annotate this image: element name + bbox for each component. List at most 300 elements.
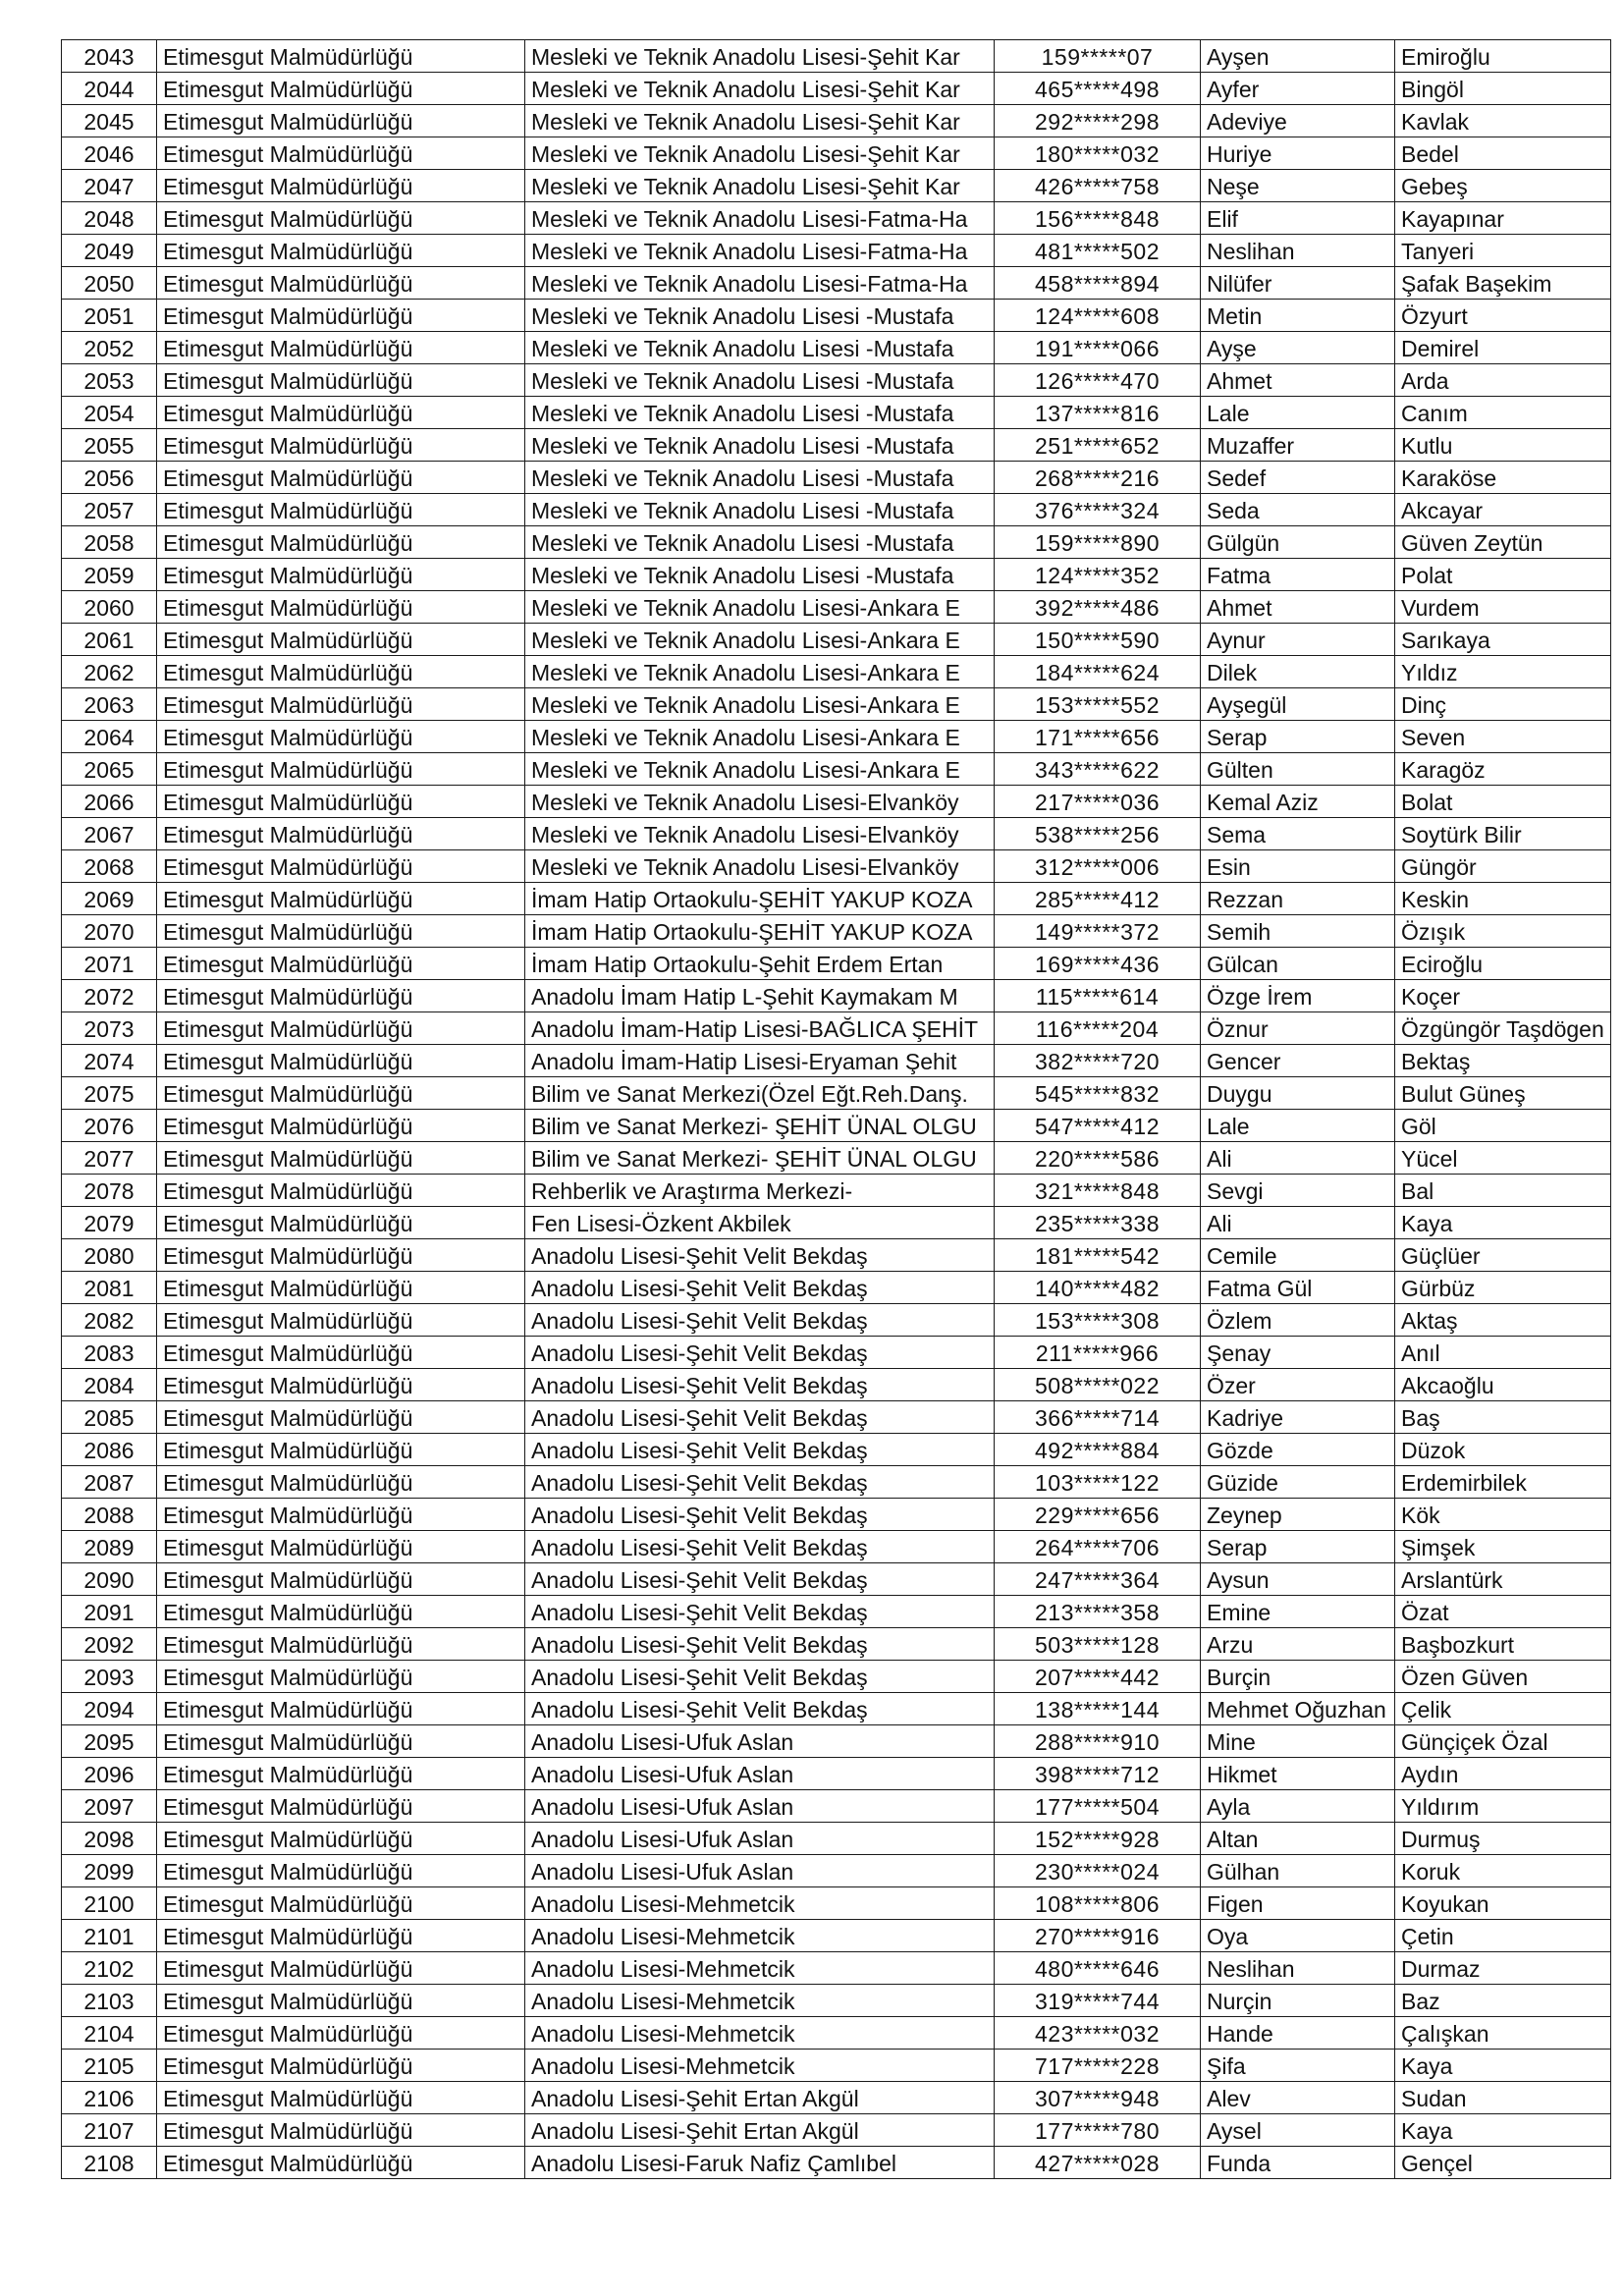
office-name: Etimesgut Malmüdürlüğü	[157, 429, 525, 462]
row-number: 2090	[62, 1563, 157, 1596]
school-name: Anadolu Lisesi-Şehit Velit Bekdaş	[525, 1304, 995, 1337]
table-row	[62, 526, 1611, 559]
office-name: Etimesgut Malmüdürlüğü	[157, 1110, 525, 1142]
masked-id-number: 180*****032	[995, 137, 1201, 170]
masked-id-number: 220*****586	[995, 1142, 1201, 1175]
first-name: Funda	[1201, 2147, 1395, 2179]
table-row	[62, 1790, 1611, 1823]
row-number: 2098	[62, 1823, 157, 1855]
first-name: Özlem	[1201, 1304, 1395, 1337]
first-name: Aysel	[1201, 2114, 1395, 2147]
first-name: Muzaffer	[1201, 429, 1395, 462]
school-name: Mesleki ve Teknik Anadolu Lisesi-Ankara E	[525, 624, 995, 656]
row-number: 2095	[62, 1725, 157, 1758]
last-name: Anıl	[1395, 1337, 1611, 1369]
masked-id-number: 169*****436	[995, 948, 1201, 980]
row-number: 2106	[62, 2082, 157, 2114]
last-name: Dinç	[1395, 688, 1611, 721]
school-name: Mesleki ve Teknik Anadolu Lisesi-Fatma-Ha	[525, 235, 995, 267]
school-name: Anadolu Lisesi-Mehmetcik	[525, 1920, 995, 1952]
first-name: Güzide	[1201, 1466, 1395, 1499]
table-row	[62, 753, 1611, 786]
masked-id-number: 191*****066	[995, 332, 1201, 364]
school-name: Rehberlik ve Araştırma Merkezi-	[525, 1175, 995, 1207]
school-name: Mesleki ve Teknik Anadolu Lisesi -Mustafa	[525, 300, 995, 332]
masked-id-number: 213*****358	[995, 1596, 1201, 1628]
last-name: Çalışkan	[1395, 2017, 1611, 2050]
row-number: 2046	[62, 137, 157, 170]
first-name: Aynur	[1201, 624, 1395, 656]
table-row	[62, 818, 1611, 850]
masked-id-number: 481*****502	[995, 235, 1201, 267]
first-name: Nilüfer	[1201, 267, 1395, 300]
first-name: Nurçin	[1201, 1985, 1395, 2017]
office-name: Etimesgut Malmüdürlüğü	[157, 235, 525, 267]
first-name: Serap	[1201, 721, 1395, 753]
table-row	[62, 591, 1611, 624]
last-name: Bektaş	[1395, 1045, 1611, 1077]
last-name: Baz	[1395, 1985, 1611, 2017]
row-number: 2086	[62, 1434, 157, 1466]
row-number: 2080	[62, 1239, 157, 1272]
table-row	[62, 1304, 1611, 1337]
table-row	[62, 1952, 1611, 1985]
first-name: Rezzan	[1201, 883, 1395, 915]
masked-id-number: 229*****656	[995, 1499, 1201, 1531]
office-name: Etimesgut Malmüdürlüğü	[157, 1207, 525, 1239]
masked-id-number: 465*****498	[995, 73, 1201, 105]
table-row	[62, 494, 1611, 526]
school-name: Mesleki ve Teknik Anadolu Lisesi -Mustafa	[525, 526, 995, 559]
masked-id-number: 150*****590	[995, 624, 1201, 656]
office-name: Etimesgut Malmüdürlüğü	[157, 624, 525, 656]
masked-id-number: 503*****128	[995, 1628, 1201, 1661]
school-name: Bilim ve Sanat Merkezi- ŞEHİT ÜNAL OLGU	[525, 1110, 995, 1142]
table-row	[62, 235, 1611, 267]
office-name: Etimesgut Malmüdürlüğü	[157, 40, 525, 73]
row-number: 2069	[62, 883, 157, 915]
last-name: Bal	[1395, 1175, 1611, 1207]
row-number: 2056	[62, 462, 157, 494]
office-name: Etimesgut Malmüdürlüğü	[157, 1790, 525, 1823]
first-name: Oya	[1201, 1920, 1395, 1952]
last-name: Şafak Başekim	[1395, 267, 1611, 300]
row-number: 2063	[62, 688, 157, 721]
office-name: Etimesgut Malmüdürlüğü	[157, 1142, 525, 1175]
last-name: Akcaoğlu	[1395, 1369, 1611, 1401]
table-row	[62, 2050, 1611, 2082]
school-name: Anadolu Lisesi-Mehmetcik	[525, 2017, 995, 2050]
row-number: 2060	[62, 591, 157, 624]
last-name: Başbozkurt	[1395, 1628, 1611, 1661]
table-row	[62, 850, 1611, 883]
table-row	[62, 2147, 1611, 2179]
office-name: Etimesgut Malmüdürlüğü	[157, 170, 525, 202]
office-name: Etimesgut Malmüdürlüğü	[157, 656, 525, 688]
last-name: Bedel	[1395, 137, 1611, 170]
office-name: Etimesgut Malmüdürlüğü	[157, 462, 525, 494]
school-name: Anadolu Lisesi-Ufuk Aslan	[525, 1725, 995, 1758]
office-name: Etimesgut Malmüdürlüğü	[157, 1887, 525, 1920]
last-name: Düzok	[1395, 1434, 1611, 1466]
office-name: Etimesgut Malmüdürlüğü	[157, 2147, 525, 2179]
last-name: Koruk	[1395, 1855, 1611, 1887]
office-name: Etimesgut Malmüdürlüğü	[157, 1823, 525, 1855]
table-row	[62, 332, 1611, 364]
masked-id-number: 426*****758	[995, 170, 1201, 202]
last-name: Karaköse	[1395, 462, 1611, 494]
masked-id-number: 398*****712	[995, 1758, 1201, 1790]
masked-id-number: 247*****364	[995, 1563, 1201, 1596]
school-name: Anadolu Lisesi-Şehit Velit Bekdaş	[525, 1628, 995, 1661]
office-name: Etimesgut Malmüdürlüğü	[157, 1045, 525, 1077]
last-name: Çelik	[1395, 1693, 1611, 1725]
first-name: Alev	[1201, 2082, 1395, 2114]
school-name: Mesleki ve Teknik Anadolu Lisesi-Ankara E	[525, 721, 995, 753]
first-name: Özer	[1201, 1369, 1395, 1401]
last-name: Durmuş	[1395, 1823, 1611, 1855]
office-name: Etimesgut Malmüdürlüğü	[157, 1952, 525, 1985]
table-row	[62, 137, 1611, 170]
row-number: 2102	[62, 1952, 157, 1985]
office-name: Etimesgut Malmüdürlüğü	[157, 915, 525, 948]
first-name: Serap	[1201, 1531, 1395, 1563]
row-number: 2071	[62, 948, 157, 980]
first-name: Zeynep	[1201, 1499, 1395, 1531]
school-name: Anadolu Lisesi-Şehit Velit Bekdaş	[525, 1596, 995, 1628]
school-name: Mesleki ve Teknik Anadolu Lisesi -Mustafa	[525, 559, 995, 591]
first-name: Gülten	[1201, 753, 1395, 786]
table-row	[62, 786, 1611, 818]
last-name: Polat	[1395, 559, 1611, 591]
first-name: Gözde	[1201, 1434, 1395, 1466]
office-name: Etimesgut Malmüdürlüğü	[157, 105, 525, 137]
row-number: 2047	[62, 170, 157, 202]
last-name: Demirel	[1395, 332, 1611, 364]
table-row	[62, 1531, 1611, 1563]
office-name: Etimesgut Malmüdürlüğü	[157, 526, 525, 559]
table-row	[62, 1012, 1611, 1045]
school-name: Anadolu Lisesi-Şehit Velit Bekdaş	[525, 1499, 995, 1531]
row-number: 2044	[62, 73, 157, 105]
table-row	[62, 170, 1611, 202]
masked-id-number: 181*****542	[995, 1239, 1201, 1272]
office-name: Etimesgut Malmüdürlüğü	[157, 1758, 525, 1790]
row-number: 2050	[62, 267, 157, 300]
office-name: Etimesgut Malmüdürlüğü	[157, 850, 525, 883]
school-name: Anadolu İmam-Hatip Lisesi-Eryaman Şehit	[525, 1045, 995, 1077]
first-name: Neslihan	[1201, 1952, 1395, 1985]
masked-id-number: 124*****608	[995, 300, 1201, 332]
school-name: İmam Hatip Ortaokulu-Şehit Erdem Ertan	[525, 948, 995, 980]
last-name: Keskin	[1395, 883, 1611, 915]
last-name: Özgüngör Taşdögen	[1395, 1012, 1611, 1045]
row-number: 2087	[62, 1466, 157, 1499]
school-name: Mesleki ve Teknik Anadolu Lisesi-Elvanköy	[525, 786, 995, 818]
first-name: Duygu	[1201, 1077, 1395, 1110]
row-number: 2064	[62, 721, 157, 753]
office-name: Etimesgut Malmüdürlüğü	[157, 267, 525, 300]
last-name: Aktaş	[1395, 1304, 1611, 1337]
last-name: Koçer	[1395, 980, 1611, 1012]
school-name: Anadolu Lisesi-Şehit Velit Bekdaş	[525, 1563, 995, 1596]
table-row	[62, 1369, 1611, 1401]
row-number: 2104	[62, 2017, 157, 2050]
table-row	[62, 1693, 1611, 1725]
first-name: Gülcan	[1201, 948, 1395, 980]
last-name: Özyurt	[1395, 300, 1611, 332]
first-name: Neşe	[1201, 170, 1395, 202]
first-name: Cemile	[1201, 1239, 1395, 1272]
first-name: Huriye	[1201, 137, 1395, 170]
office-name: Etimesgut Malmüdürlüğü	[157, 1596, 525, 1628]
masked-id-number: 103*****122	[995, 1466, 1201, 1499]
row-number: 2107	[62, 2114, 157, 2147]
first-name: Ali	[1201, 1207, 1395, 1239]
masked-id-number: 217*****036	[995, 786, 1201, 818]
first-name: Gencer	[1201, 1045, 1395, 1077]
school-name: İmam Hatip Ortaokulu-ŞEHİT YAKUP KOZA	[525, 883, 995, 915]
school-name: Mesleki ve Teknik Anadolu Lisesi -Mustafa	[525, 494, 995, 526]
office-name: Etimesgut Malmüdürlüğü	[157, 1563, 525, 1596]
masked-id-number: 152*****928	[995, 1823, 1201, 1855]
table-row	[62, 1434, 1611, 1466]
school-name: Mesleki ve Teknik Anadolu Lisesi-Fatma-Ha	[525, 267, 995, 300]
table-row	[62, 1401, 1611, 1434]
masked-id-number: 321*****848	[995, 1175, 1201, 1207]
table-row	[62, 1725, 1611, 1758]
masked-id-number: 184*****624	[995, 656, 1201, 688]
table-row	[62, 1887, 1611, 1920]
last-name: Kavlak	[1395, 105, 1611, 137]
last-name: Erdemirbilek	[1395, 1466, 1611, 1499]
table-row	[62, 624, 1611, 656]
school-name: İmam Hatip Ortaokulu-ŞEHİT YAKUP KOZA	[525, 915, 995, 948]
first-name: Dilek	[1201, 656, 1395, 688]
row-number: 2059	[62, 559, 157, 591]
row-number: 2101	[62, 1920, 157, 1952]
masked-id-number: 480*****646	[995, 1952, 1201, 1985]
last-name: Gençel	[1395, 2147, 1611, 2179]
table-row	[62, 948, 1611, 980]
masked-id-number: 126*****470	[995, 364, 1201, 397]
office-name: Etimesgut Malmüdürlüğü	[157, 397, 525, 429]
row-number: 2096	[62, 1758, 157, 1790]
first-name: Esin	[1201, 850, 1395, 883]
row-number: 2075	[62, 1077, 157, 1110]
office-name: Etimesgut Malmüdürlüğü	[157, 1628, 525, 1661]
table-row	[62, 1466, 1611, 1499]
first-name: Gülhan	[1201, 1855, 1395, 1887]
first-name: Kadriye	[1201, 1401, 1395, 1434]
last-name: Güçlüer	[1395, 1239, 1611, 1272]
last-name: Aydın	[1395, 1758, 1611, 1790]
office-name: Etimesgut Malmüdürlüğü	[157, 202, 525, 235]
masked-id-number: 270*****916	[995, 1920, 1201, 1952]
first-name: Metin	[1201, 300, 1395, 332]
masked-id-number: 376*****324	[995, 494, 1201, 526]
first-name: Ayfer	[1201, 73, 1395, 105]
school-name: Anadolu İmam Hatip L-Şehit Kaymakam M	[525, 980, 995, 1012]
first-name: Lale	[1201, 397, 1395, 429]
office-name: Etimesgut Malmüdürlüğü	[157, 364, 525, 397]
masked-id-number: 124*****352	[995, 559, 1201, 591]
row-number: 2076	[62, 1110, 157, 1142]
office-name: Etimesgut Malmüdürlüğü	[157, 883, 525, 915]
masked-id-number: 538*****256	[995, 818, 1201, 850]
office-name: Etimesgut Malmüdürlüğü	[157, 2017, 525, 2050]
school-name: Mesleki ve Teknik Anadolu Lisesi-Fatma-Ha	[525, 202, 995, 235]
masked-id-number: 171*****656	[995, 721, 1201, 753]
first-name: Ahmet	[1201, 364, 1395, 397]
first-name: Elif	[1201, 202, 1395, 235]
office-name: Etimesgut Malmüdürlüğü	[157, 73, 525, 105]
last-name: Kaya	[1395, 2114, 1611, 2147]
masked-id-number: 159*****07	[995, 40, 1201, 73]
first-name: Şifa	[1201, 2050, 1395, 2082]
table-row	[62, 1337, 1611, 1369]
masked-id-number: 392*****486	[995, 591, 1201, 624]
masked-id-number: 153*****308	[995, 1304, 1201, 1337]
table-row	[62, 73, 1611, 105]
table-row	[62, 1661, 1611, 1693]
first-name: Fatma	[1201, 559, 1395, 591]
table-row	[62, 1563, 1611, 1596]
school-name: Mesleki ve Teknik Anadolu Lisesi-Şehit Kar	[525, 105, 995, 137]
table-row	[62, 364, 1611, 397]
school-name: Anadolu İmam-Hatip Lisesi-BAĞLICA ŞEHİT	[525, 1012, 995, 1045]
first-name: Figen	[1201, 1887, 1395, 1920]
school-name: Anadolu Lisesi-Şehit Velit Bekdaş	[525, 1434, 995, 1466]
masked-id-number: 319*****744	[995, 1985, 1201, 2017]
table-row	[62, 656, 1611, 688]
office-name: Etimesgut Malmüdürlüğü	[157, 1466, 525, 1499]
first-name: Emine	[1201, 1596, 1395, 1628]
school-name: Mesleki ve Teknik Anadolu Lisesi-Şehit Kar	[525, 40, 995, 73]
table-row	[62, 1110, 1611, 1142]
school-name: Anadolu Lisesi-Şehit Velit Bekdaş	[525, 1337, 995, 1369]
last-name: Gürbüz	[1395, 1272, 1611, 1304]
school-name: Fen Lisesi-Özkent Akbilek	[525, 1207, 995, 1239]
first-name: Kemal Aziz	[1201, 786, 1395, 818]
row-number: 2062	[62, 656, 157, 688]
school-name: Bilim ve Sanat Merkezi(Özel Eğt.Reh.Danş.	[525, 1077, 995, 1110]
last-name: Akcayar	[1395, 494, 1611, 526]
office-name: Etimesgut Malmüdürlüğü	[157, 332, 525, 364]
table-row	[62, 300, 1611, 332]
row-number: 2045	[62, 105, 157, 137]
masked-id-number: 492*****884	[995, 1434, 1201, 1466]
row-number: 2072	[62, 980, 157, 1012]
first-name: Ayşegül	[1201, 688, 1395, 721]
last-name: Günçiçek Özal	[1395, 1725, 1611, 1758]
table-row	[62, 397, 1611, 429]
last-name: Karagöz	[1395, 753, 1611, 786]
last-name: Güven Zeytün	[1395, 526, 1611, 559]
table-row	[62, 105, 1611, 137]
row-number: 2067	[62, 818, 157, 850]
first-name: Öznur	[1201, 1012, 1395, 1045]
table-row	[62, 559, 1611, 591]
office-name: Etimesgut Malmüdürlüğü	[157, 1499, 525, 1531]
row-number: 2055	[62, 429, 157, 462]
row-number: 2089	[62, 1531, 157, 1563]
row-number: 2085	[62, 1401, 157, 1434]
row-number: 2077	[62, 1142, 157, 1175]
school-name: Anadolu Lisesi-Ufuk Aslan	[525, 1855, 995, 1887]
office-name: Etimesgut Malmüdürlüğü	[157, 1077, 525, 1110]
row-number: 2054	[62, 397, 157, 429]
row-number: 2066	[62, 786, 157, 818]
first-name: Özge İrem	[1201, 980, 1395, 1012]
first-name: Aysun	[1201, 1563, 1395, 1596]
office-name: Etimesgut Malmüdürlüğü	[157, 1272, 525, 1304]
row-number: 2084	[62, 1369, 157, 1401]
row-number: 2048	[62, 202, 157, 235]
row-number: 2078	[62, 1175, 157, 1207]
table-row	[62, 980, 1611, 1012]
table-row	[62, 1142, 1611, 1175]
row-number: 2051	[62, 300, 157, 332]
masked-id-number: 458*****894	[995, 267, 1201, 300]
last-name: Sarıkaya	[1395, 624, 1611, 656]
school-name: Anadolu Lisesi-Mehmetcik	[525, 1952, 995, 1985]
first-name: Mine	[1201, 1725, 1395, 1758]
first-name: Ayşe	[1201, 332, 1395, 364]
masked-id-number: 288*****910	[995, 1725, 1201, 1758]
masked-id-number: 149*****372	[995, 915, 1201, 948]
last-name: Tanyeri	[1395, 235, 1611, 267]
row-number: 2100	[62, 1887, 157, 1920]
masked-id-number: 108*****806	[995, 1887, 1201, 1920]
table-row	[62, 1499, 1611, 1531]
row-number: 2049	[62, 235, 157, 267]
last-name: Özat	[1395, 1596, 1611, 1628]
row-number: 2103	[62, 1985, 157, 2017]
school-name: Mesleki ve Teknik Anadolu Lisesi -Mustafa	[525, 462, 995, 494]
table-row	[62, 1920, 1611, 1952]
school-name: Bilim ve Sanat Merkezi- ŞEHİT ÜNAL OLGU	[525, 1142, 995, 1175]
personnel-table	[61, 39, 1611, 2179]
office-name: Etimesgut Malmüdürlüğü	[157, 1012, 525, 1045]
school-name: Mesleki ve Teknik Anadolu Lisesi -Mustafa	[525, 397, 995, 429]
last-name: Bingöl	[1395, 73, 1611, 105]
office-name: Etimesgut Malmüdürlüğü	[157, 1920, 525, 1952]
masked-id-number: 177*****504	[995, 1790, 1201, 1823]
first-name: Şenay	[1201, 1337, 1395, 1369]
row-number: 2105	[62, 2050, 157, 2082]
row-number: 2099	[62, 1855, 157, 1887]
first-name: Arzu	[1201, 1628, 1395, 1661]
masked-id-number: 230*****024	[995, 1855, 1201, 1887]
first-name: Neslihan	[1201, 235, 1395, 267]
office-name: Etimesgut Malmüdürlüğü	[157, 980, 525, 1012]
table-row	[62, 1596, 1611, 1628]
school-name: Mesleki ve Teknik Anadolu Lisesi-Elvanköy	[525, 850, 995, 883]
masked-id-number: 137*****816	[995, 397, 1201, 429]
office-name: Etimesgut Malmüdürlüğü	[157, 1531, 525, 1563]
first-name: Mehmet Oğuzhan	[1201, 1693, 1395, 1725]
first-name: Ahmet	[1201, 591, 1395, 624]
last-name: Yücel	[1395, 1142, 1611, 1175]
masked-id-number: 235*****338	[995, 1207, 1201, 1239]
last-name: Kaya	[1395, 2050, 1611, 2082]
first-name: Burçin	[1201, 1661, 1395, 1693]
office-name: Etimesgut Malmüdürlüğü	[157, 1693, 525, 1725]
row-number: 2094	[62, 1693, 157, 1725]
masked-id-number: 140*****482	[995, 1272, 1201, 1304]
school-name: Anadolu Lisesi-Şehit Velit Bekdaş	[525, 1239, 995, 1272]
